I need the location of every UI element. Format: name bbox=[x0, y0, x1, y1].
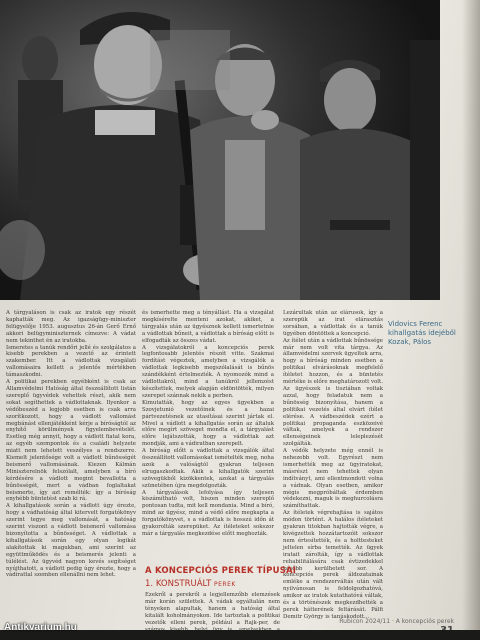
paragraph: és ismerhette meg a tényállást. Ha a vizsgálat megkísérelte menteni azokat, akiket, a tárgyalás után az ügyésznek kellett ismertetnie a vádlottak bűneit, a vádlottak a bíróság előtt is elfogadták az összes vádat. bbox=[142, 310, 274, 344]
paragraph: Az ügyészek is tisztában voltak azzal, hogy feladatuk nem a bűnösség bizonyítása, hanem a politikai vezetés által elvárt ítélet elérése. A vádbeszédek ezért a politikai propaganda eszközeivé váltak, amelyek a rendszer ellenségeinek leleplezését szolgálták. bbox=[283, 385, 383, 448]
paragraph: Kimutatták, hogy az egyes ügyekben a Szovjetunió vezetőinek és a hazai pártvezetésnek az utasításai szerint jártak el. Mivel a vádlott a kihallgatás során az általuk előre megírt szöveget mondta el, a tárgyalást előre lejátszották, hogy a vádlottak azt mondják, ami a vádiratban szerepelt. bbox=[142, 399, 274, 448]
archival-photo bbox=[0, 0, 440, 300]
sub-heading bbox=[145, 579, 325, 590]
paragraph: Ismeretes a tanúk rendőri jellé és szolgálatos a kisebb perekben a vezető az érintett szakember. Itt a vádlottak vizsgálati vallomásaira kellett a jelentős mértékben támaszkodni. bbox=[6, 344, 136, 379]
paragraph: A vizsgálatokról a koncepciós perek legfontosabb jelentés részét vitte. Szakmai fordítást végeztek, amelyben a vizsgálók a vádlottak legkisebb megszólalását is bűnös szándékként értelmezték. A nyomozók mind a vádlottakról, mind a tanúkról jellemzést készítettek, melyek alapján eldöntötték, milyen szerepet szánnak nekik a perben. bbox=[142, 344, 274, 399]
paragraph: Az ítélet után a vádlottak bűnössége már nem volt vita tárgya. Az államvédelmi szervek ügyeltek arra, hogy a bíróság minden esetben a politikai elvárásoknak megfelelő ítéletet hozzon, és a büntetés mértéke is előre meghatározott volt. bbox=[283, 337, 383, 386]
section-body: Ezekről a perekről a legjellemzőbb elemzések már korán születtek. A vádak egyáltalán nem tényeken alapultak, hanem a hatóság által kitalált koholmányokon. Ide tartoztak a politikai vezetők elleni perek, például a Rajk-per, de bbox=[145, 592, 280, 626]
text-column-2 bbox=[142, 310, 274, 558]
page-edge-shadow bbox=[462, 0, 480, 640]
paragraph: A tárgyaláson is csak az iratok egy részét kaphatták meg. Az igazságügy-miniszter felügyelője 1953. augusztus 26-án Gerő Ernő akkori belügyminiszternek címezve: A vádat nem tekinthet én az iratokba. bbox=[6, 310, 136, 344]
paragraph: A tárgyalások lefolyása így teljesen kiszámítható volt, hiszen minden szereplő pontosan tudta, mit kell mondania. Mind a bíró, mind az ügyész, mind a védő előre megkapta a forgatókönyvet, s a vádlottak is hosszú időn át gyakorolták szerepüket. Az ítéleteket sokszor már a tárgyalás megkezdése előtt meghozták. bbox=[142, 489, 274, 537]
paragraph: Lezárultak után az elárusok, így a szerepük az irat elárasztás sorsában, a vádlottak és a tanúk ügyében döntöttek a koncepció. bbox=[283, 310, 383, 337]
paragraph: Az ítéletek végrehajtása is sajátos módon történt. A halálos ítéleteket gyakran titokban hajtották végre, a kivégzettek hozzátartozóit sokszor nem értesítették, és a holttesteket jeltelen sírba temették. Az ügyek iratait zárolták, így a vádlottak rehabilitálására csak évtizedekkel később kerülhetett sor. A koncepciós perek áldozatainak emléke a rendszerváltás után vált nyilvánosan is feldolgozhatóvá, amikor az iratok kutathatóvá váltak, és a történészek megkezdhették a perek hátterének feltárását. Pálfi Demitr György is tanúskodott... bbox=[283, 510, 383, 620]
paragraph: A kihallgatások során a vádlott úgy érezte, hogy a vádhatóság által kitervelt forgatókönyv szerint tegye meg vallomását, a hatóság szerint viszont a vádlott beismerő vallomása bizonyította a bűnösséget. A vádlottak a kihallgatások során egy olyan logikát alakítottak ki magukban, ami szerint az együttműködés és a beismerés jelenti a túlélést. Az ügyvéd nagyon kevés segítséget nyújthatott, a vádlott pedig úgy érezte, hogy a vádirattal szemben ellenállni nem lehet. bbox=[6, 503, 136, 579]
photo-icon bbox=[0, 0, 440, 300]
sub-heading-number: 1. bbox=[145, 579, 154, 589]
caption-line: Kozak, Pálos bbox=[388, 338, 432, 346]
footer-text: Rubicon 2024/11 · A koncepciós perek bbox=[339, 618, 454, 625]
text-column-1 bbox=[6, 310, 136, 634]
paragraph: A bíróság előtt a vádlottak a vizsgálók által összeállított vallomásokat ismételték meg, noha azok a valóságtól gyakran teljesen elrugaszkodtak. Akik a kihallgatók szerint szövegükből kizökkentek, azokat a tárgyalás szünetében újra megdolgozták. bbox=[142, 448, 274, 489]
sub-heading-suffix: PEREK bbox=[213, 581, 236, 588]
section-heading: A KONCEPCIÓS PEREK TÍPUSAI bbox=[145, 566, 297, 576]
watermark: Antikvarium.hu bbox=[4, 622, 77, 633]
photo-caption bbox=[388, 320, 462, 347]
paragraph: A védők helyzete még ennél is nehezebb volt. Egyrészt nem ismerhették meg az ügyiratokat, másrészt nem tehettek olyan indítványt, ami ellentmondott volna a vádnak. Olyan esetben, amikor mégis megpróbáltak érdemben védekezni, maguk is meghurcolásra számíthattak. bbox=[283, 448, 383, 510]
sub-heading-title: KONSTRUÁLT bbox=[155, 579, 212, 589]
paragraph: A politikai perekben egyébként is csak az Államvédelmi Hatóság által összeállított listán szereplő ügyvédek vehettek részt, akik nem sokat segíthettek a vádlottaknak. Ilyenkor a védőbeszéd a legjobb esetben is csak arra szorítkozott, hogy a vádlott vallomást megbánást ellenjátékként kérje a bíróságtól az enyhítő körülmények figyelembevételét. Esetleg még annyit, hogy a vádlott fiatal kora, az egyéb szempontok és a családi helyzete miatt nem lehetett veszélyes a rendszerre. Kiemelt jelentősége volt a vádlott bűnösségét beismerő vallomásának. Kiezen Kálmán Miniszterelnök felszólalt, amelyben a bíró kérdésére a vádlott megint bevallotta a bűnösségét, mert a vádban foglaltakat beismerte, így azt remélték: így a bíróság enyhébb büntetést szab ki rá. bbox=[6, 379, 136, 503]
caption-line: Vidovics Ferenc bbox=[388, 320, 443, 328]
caption-line: kihallgatás idejéből bbox=[388, 329, 456, 337]
